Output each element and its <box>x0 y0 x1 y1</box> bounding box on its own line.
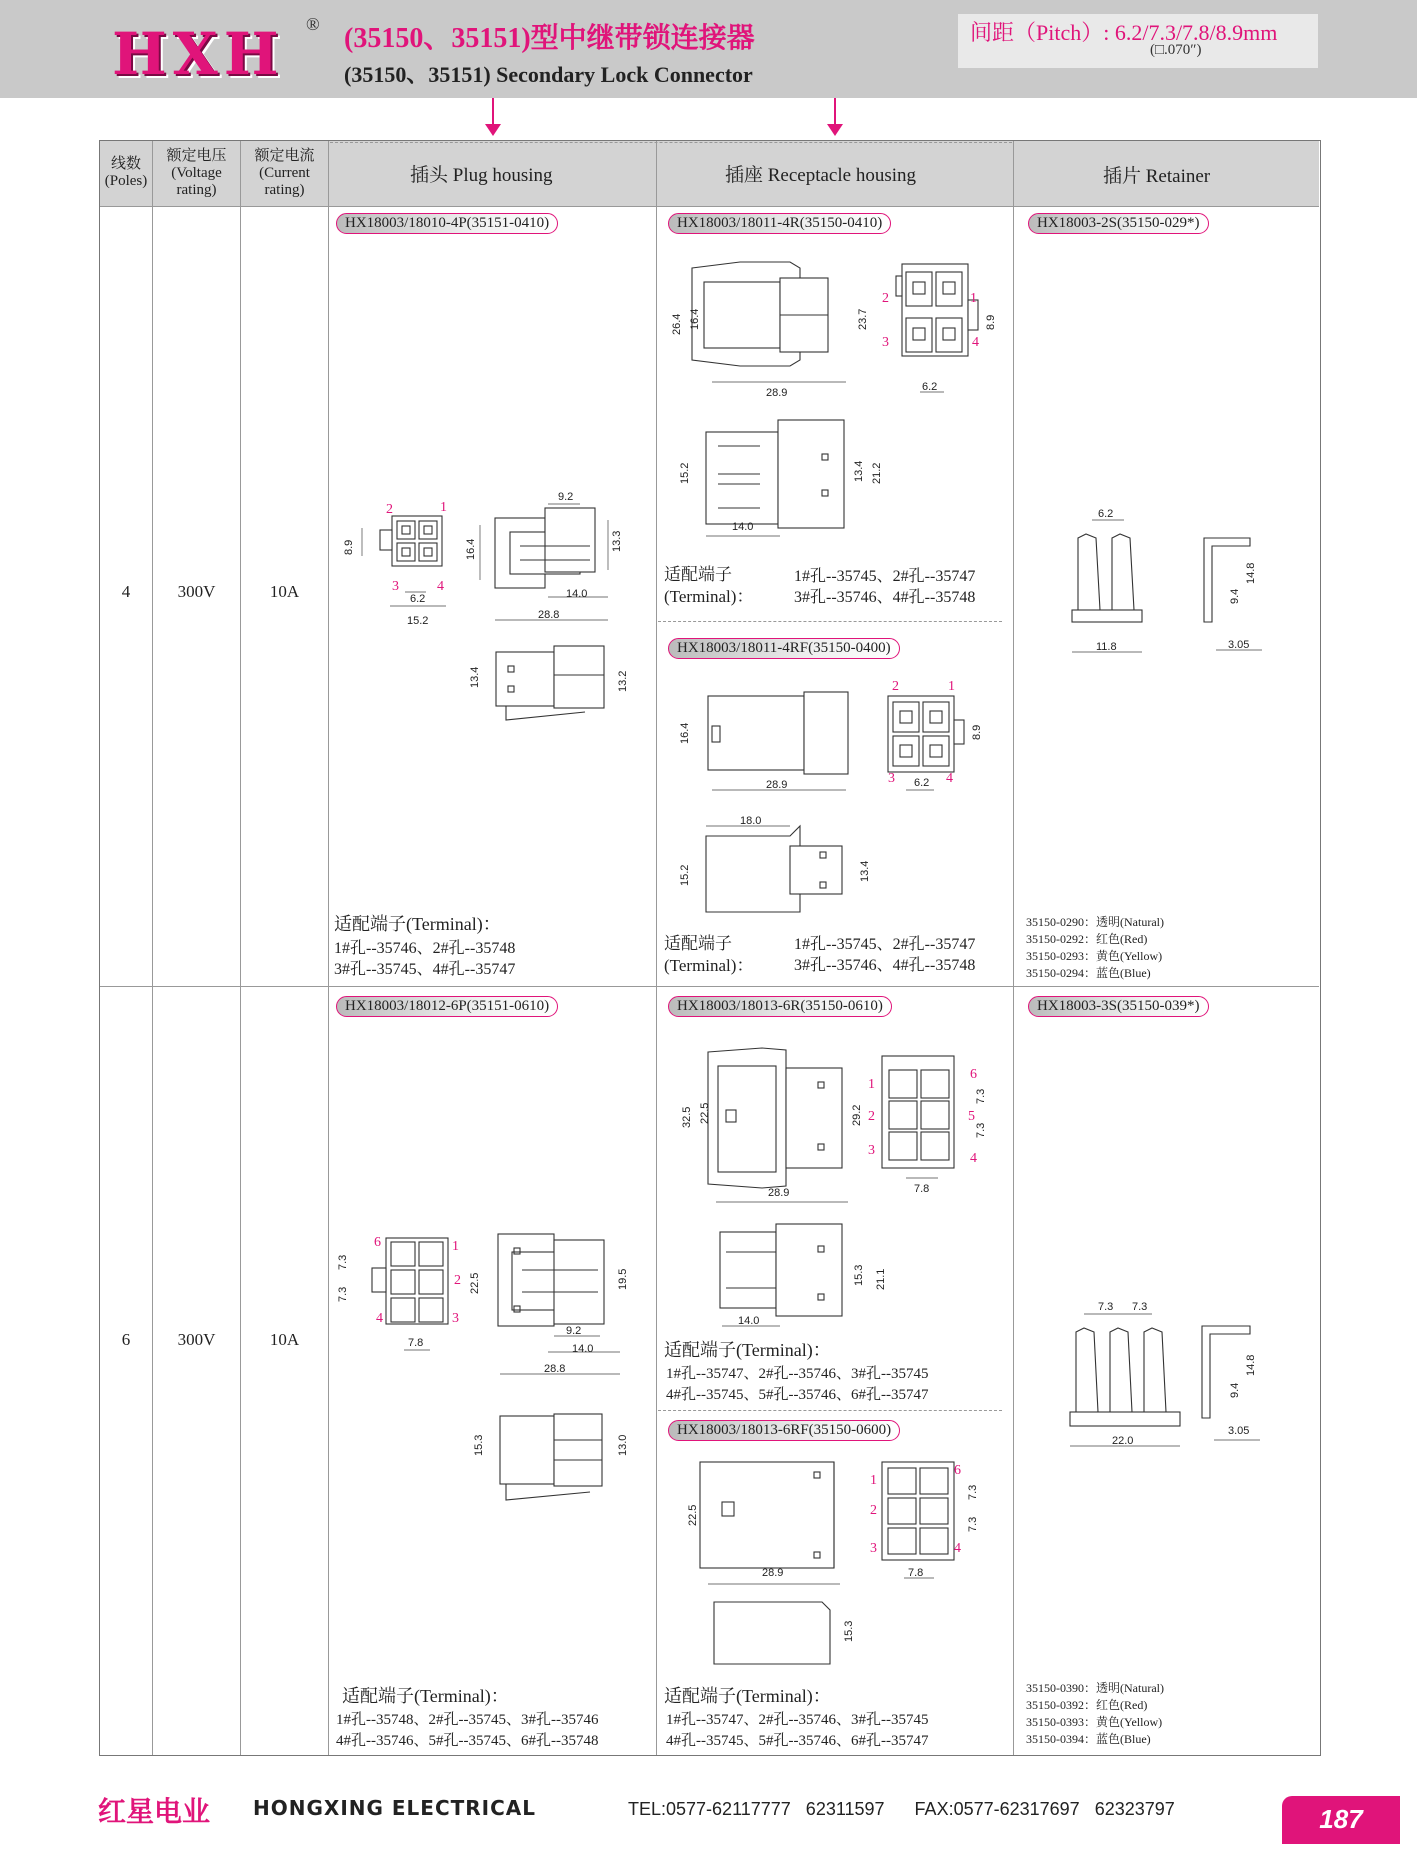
svg-text:26.4: 26.4 <box>671 313 683 335</box>
svg-text:7.3: 7.3 <box>975 1122 987 1138</box>
svg-text:8.9: 8.9 <box>343 539 355 555</box>
svg-text:6.2: 6.2 <box>914 777 930 789</box>
svg-text:15.2: 15.2 <box>407 615 429 627</box>
receptacle-side-view-4r <box>671 262 869 399</box>
row2-current: 10A <box>269 1330 300 1349</box>
svg-text:4: 4 <box>970 1151 977 1166</box>
receptacle-front-view-4rf <box>888 679 983 790</box>
registered-mark: ® <box>306 14 320 34</box>
plug-front-view-4p <box>343 500 447 627</box>
receptacle-side-view-6r <box>681 1048 863 1202</box>
terminal-heading: 适配端子(Terminal)： <box>334 914 501 934</box>
header-retainer: 插片 Retainer <box>1103 166 1211 187</box>
row2-poles: 6 <box>121 1330 131 1349</box>
svg-text:8.9: 8.9 <box>971 724 983 740</box>
retainer-2s-side <box>1204 538 1262 651</box>
receptacle-part-number: HX18003/18013-6R(35150-0610) <box>668 996 892 1017</box>
svg-text:2: 2 <box>882 291 889 306</box>
footer-company-cn: 红星电业 <box>98 1795 211 1828</box>
svg-text:1: 1 <box>868 1077 875 1092</box>
svg-text:11.8: 11.8 <box>1096 641 1117 653</box>
svg-text:16.4: 16.4 <box>679 722 691 744</box>
svg-text:2: 2 <box>892 679 899 694</box>
svg-text:1: 1 <box>452 1239 459 1254</box>
svg-text:4: 4 <box>972 335 979 350</box>
svg-text:13.2: 13.2 <box>617 670 629 692</box>
svg-text:28.9: 28.9 <box>766 387 788 399</box>
receptacle-part-number: HX18003/18011-4RF(35150-0400) <box>668 638 900 659</box>
row2-voltage: 300V <box>177 1330 216 1349</box>
svg-text:3: 3 <box>452 1311 459 1326</box>
svg-text:4: 4 <box>954 1541 961 1556</box>
svg-text:7.3: 7.3 <box>967 1484 979 1500</box>
svg-text:22.5: 22.5 <box>687 1504 699 1526</box>
header-current: 额定电流 (Current rating) <box>254 148 315 198</box>
page-title-cn: (35150、35151)型中继带锁连接器 <box>344 23 755 54</box>
terminal-list: 1#孔--35745、2#孔--35747 3#孔--35746、4#孔--35748 <box>794 936 976 974</box>
svg-text:13.4: 13.4 <box>859 860 871 882</box>
receptacle-front-view-6rf <box>870 1462 979 1579</box>
svg-text:13.4: 13.4 <box>469 666 481 688</box>
svg-text:4: 4 <box>946 771 953 786</box>
svg-text:7.8: 7.8 <box>914 1183 930 1195</box>
svg-text:16.4: 16.4 <box>465 538 477 560</box>
svg-text:7.3: 7.3 <box>1098 1301 1114 1313</box>
svg-text:15.3: 15.3 <box>843 1620 855 1642</box>
plug-top-view-6p <box>473 1414 629 1500</box>
receptacle-top-view-6rf <box>714 1602 855 1664</box>
terminal-list: 1#孔--35746、2#孔--35748 3#孔--35745、4#孔--35747 <box>334 940 516 978</box>
retainer-2s-front <box>1072 508 1142 653</box>
svg-text:3: 3 <box>870 1541 877 1556</box>
svg-text:18.0: 18.0 <box>740 815 762 827</box>
svg-text:28.9: 28.9 <box>766 779 788 791</box>
receptacle-part-number: HX18003/18011-4R(35150-0410) <box>668 213 891 234</box>
svg-text:14.0: 14.0 <box>572 1343 594 1355</box>
row1-poles: 4 <box>121 582 131 601</box>
svg-text:13.0: 13.0 <box>617 1434 629 1456</box>
svg-text:14.0: 14.0 <box>566 588 588 600</box>
footer-company-en: HONGXING ELECTRICAL <box>253 1796 537 1820</box>
svg-text:14.8: 14.8 <box>1245 1354 1257 1376</box>
pitch-label: 间距（Pitch）: 6.2/7.3/7.8/8.9mm <box>970 20 1278 45</box>
row1-voltage: 300V <box>177 582 216 601</box>
receptacle-top-view-4rf <box>679 815 871 912</box>
header-voltage: 额定电压 (Voltage rating) <box>166 148 227 198</box>
svg-text:14.0: 14.0 <box>732 521 754 533</box>
svg-text:3: 3 <box>888 771 895 786</box>
svg-text:2: 2 <box>454 1273 461 1288</box>
svg-text:1: 1 <box>870 1473 877 1488</box>
receptacle-side-view-6rf <box>687 1462 840 1584</box>
header-receptacle: 插座 Receptacle housing <box>725 165 917 186</box>
svg-text:23.7: 23.7 <box>857 308 869 330</box>
retainer-3s-side <box>1202 1326 1260 1440</box>
retainer-part-number: HX18003-2S(35150-029*) <box>1028 213 1209 234</box>
svg-text:7.3: 7.3 <box>975 1088 987 1104</box>
svg-text:7.3: 7.3 <box>337 1286 349 1302</box>
svg-text:7.8: 7.8 <box>908 1567 924 1579</box>
header-poles: 线数 (Poles) <box>104 156 148 189</box>
svg-text:6: 6 <box>970 1067 977 1082</box>
receptacle-front-view-6r <box>868 1056 987 1195</box>
receptacle-part-number: HX18003/18013-6RF(35150-0600) <box>668 1420 900 1441</box>
svg-text:21.1: 21.1 <box>875 1268 887 1290</box>
svg-text:28.9: 28.9 <box>762 1567 784 1579</box>
svg-text:2: 2 <box>868 1109 875 1124</box>
terminal-heading: 适配端子 (Terminal)： <box>664 565 754 606</box>
pitch-sub: (□.070″) <box>1150 42 1202 58</box>
svg-text:7.3: 7.3 <box>1132 1301 1148 1313</box>
terminal-list: 1#孔--35747、2#孔--35746、3#孔--35745 4#孔--35745、5#孔--35746、6#孔--35747 <box>666 1366 929 1403</box>
svg-text:6.2: 6.2 <box>1098 508 1114 520</box>
svg-text:3.05: 3.05 <box>1228 639 1250 651</box>
color-options: 35150-0290：透明(Natural) 35150-0292：红色(Red) 35150-0293：黄色(Yellow) 35150-0294：蓝色(Blue) <box>1026 915 1164 980</box>
plug-side-view-4p <box>465 491 623 621</box>
svg-text:28.8: 28.8 <box>544 1363 566 1375</box>
terminal-heading: 适配端子(Terminal)： <box>664 1686 831 1706</box>
terminal-heading: 适配端子 (Terminal)： <box>664 934 754 975</box>
svg-text:14.0: 14.0 <box>738 1315 760 1327</box>
retainer-3s-front <box>1070 1301 1180 1447</box>
svg-text:2: 2 <box>386 502 393 517</box>
svg-text:9.4: 9.4 <box>1229 1382 1241 1398</box>
header-plug: 插头 Plug housing <box>410 165 553 186</box>
svg-text:6: 6 <box>374 1235 381 1250</box>
plug-part-number: HX18003/18010-4P(35151-0410) <box>336 213 558 234</box>
plug-part-number: HX18003/18012-6P(35151-0610) <box>336 996 558 1017</box>
plug-side-view-6p <box>469 1234 629 1375</box>
svg-text:7.3: 7.3 <box>337 1254 349 1270</box>
svg-text:15.2: 15.2 <box>679 462 691 484</box>
svg-text:2: 2 <box>870 1503 877 1518</box>
svg-text:1: 1 <box>948 679 955 694</box>
svg-text:4: 4 <box>376 1311 383 1326</box>
page-title-en: (35150、35151) Secondary Lock Connector <box>344 62 753 87</box>
terminal-list: 1#孔--35747、2#孔--35746、3#孔--35745 4#孔--35745、5#孔--35746、6#孔--35747 <box>666 1712 929 1749</box>
svg-text:21.2: 21.2 <box>871 462 883 484</box>
color-options: 35150-0390：透明(Natural) 35150-0392：红色(Red) 35150-0393：黄色(Yellow) 35150-0394：蓝色(Blue) <box>1026 1681 1164 1746</box>
svg-text:15.2: 15.2 <box>679 864 691 886</box>
svg-text:1: 1 <box>970 291 977 306</box>
svg-text:14.8: 14.8 <box>1245 562 1257 584</box>
svg-text:29.2: 29.2 <box>851 1104 863 1126</box>
page-number-badge <box>1282 1796 1400 1844</box>
plug-front-view-6p <box>337 1235 461 1350</box>
terminal-heading: 适配端子(Terminal)： <box>342 1686 509 1706</box>
plug-top-view-4p <box>469 646 629 720</box>
svg-text:19.5: 19.5 <box>617 1268 629 1290</box>
svg-text:7.3: 7.3 <box>967 1516 979 1532</box>
svg-text:3: 3 <box>392 579 399 594</box>
svg-text:22.5: 22.5 <box>469 1272 481 1294</box>
terminal-heading: 适配端子(Terminal)： <box>664 1340 831 1360</box>
svg-text:28.9: 28.9 <box>768 1187 790 1199</box>
row1-current: 10A <box>269 582 300 601</box>
svg-text:7.8: 7.8 <box>408 1337 424 1349</box>
page-number: 187 <box>1319 1804 1363 1834</box>
retainer-part-number: HX18003-3S(35150-039*) <box>1028 996 1209 1017</box>
svg-text:3: 3 <box>868 1143 875 1158</box>
svg-text:6.2: 6.2 <box>922 381 938 393</box>
svg-text:28.8: 28.8 <box>538 609 560 621</box>
svg-text:15.3: 15.3 <box>853 1264 865 1286</box>
svg-text:32.5: 32.5 <box>681 1106 693 1128</box>
receptacle-side-view-4rf <box>679 692 848 791</box>
svg-text:22.5: 22.5 <box>699 1102 711 1124</box>
receptacle-top-view-4r <box>679 420 883 536</box>
svg-text:22.0: 22.0 <box>1112 1435 1134 1447</box>
svg-text:6: 6 <box>954 1463 961 1478</box>
svg-text:6.2: 6.2 <box>410 593 426 605</box>
svg-text:1: 1 <box>440 500 447 515</box>
svg-text:4: 4 <box>437 579 444 594</box>
terminal-list: 1#孔--35745、2#孔--35747 3#孔--35746、4#孔--35748 <box>794 568 976 606</box>
receptacle-top-view-6r <box>720 1224 887 1327</box>
svg-text:3: 3 <box>882 335 889 350</box>
terminal-list: 1#孔--35748、2#孔--35745、3#孔--35746 4#孔--35746、5#孔--35745、6#孔--35748 <box>336 1712 599 1749</box>
svg-text:16.4: 16.4 <box>689 308 701 330</box>
svg-text:9.4: 9.4 <box>1229 588 1241 604</box>
svg-text:3.05: 3.05 <box>1228 1425 1250 1437</box>
svg-text:8.9: 8.9 <box>985 314 997 330</box>
svg-text:15.3: 15.3 <box>473 1434 485 1456</box>
company-logo: HXH <box>112 20 285 88</box>
receptacle-front-view-4r <box>882 264 997 393</box>
svg-text:13.4: 13.4 <box>853 460 865 482</box>
svg-text:9.2: 9.2 <box>566 1325 582 1337</box>
svg-text:5: 5 <box>968 1109 975 1124</box>
svg-text:9.2: 9.2 <box>558 491 574 503</box>
svg-text:13.3: 13.3 <box>611 530 623 552</box>
footer-contact: TEL:0577-62117777 62311597 FAX:0577-62317697 62323797 <box>628 1799 1175 1819</box>
